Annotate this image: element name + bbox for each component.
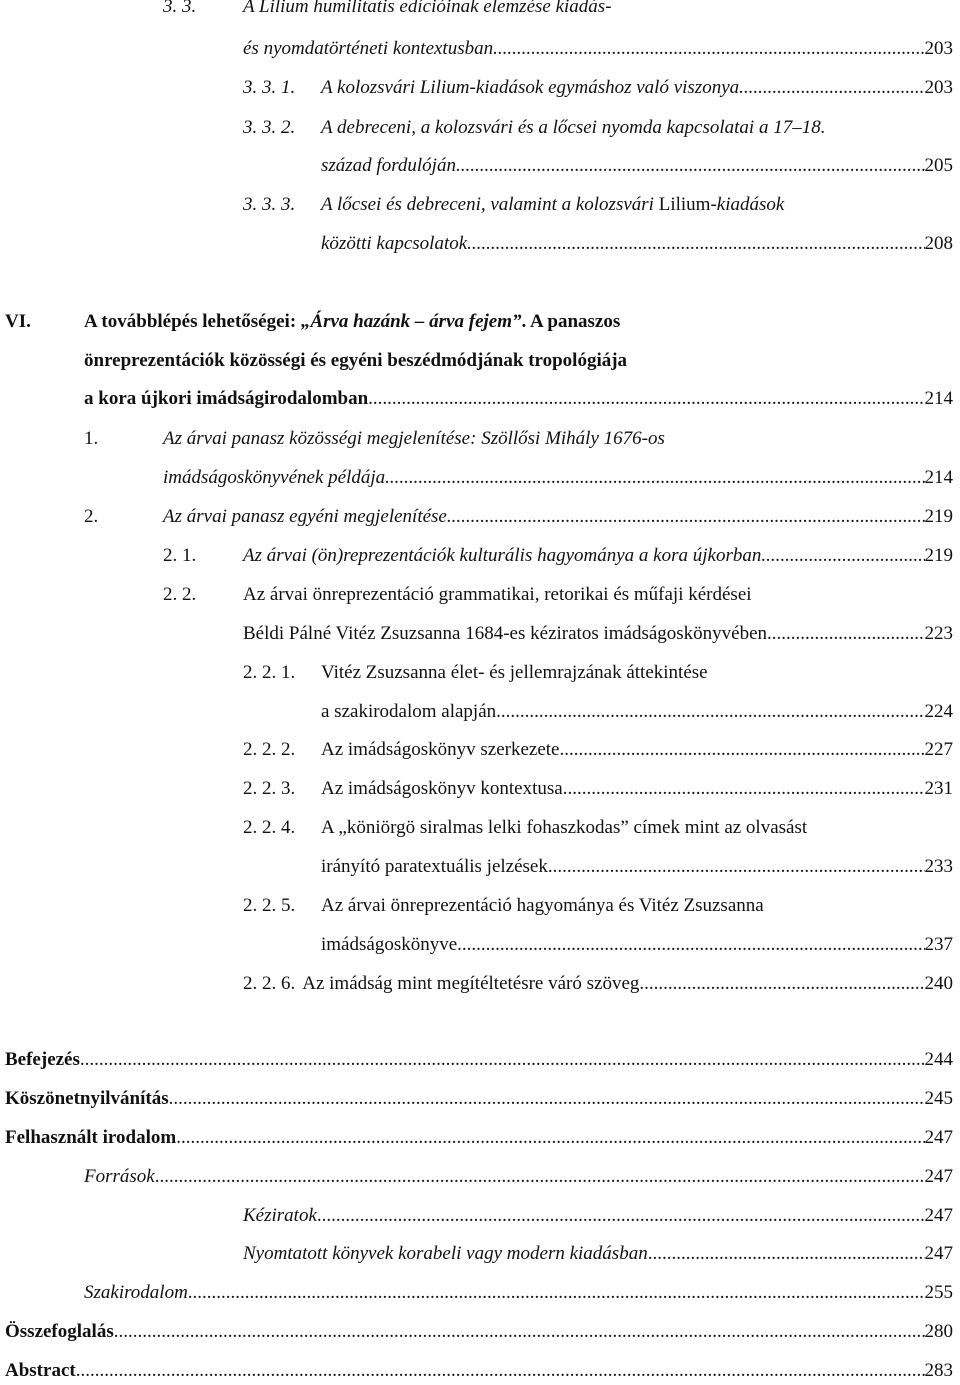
toc-entry[interactable] <box>5 1357 953 1385</box>
toc-page-number: 240 <box>924 973 953 994</box>
toc-entry-title: Kéziratok <box>243 1205 317 1226</box>
toc-entry[interactable] <box>163 503 953 531</box>
dot-leader <box>493 35 924 63</box>
toc-entry[interactable] <box>5 1318 953 1346</box>
toc-number: 2. 2. 6. <box>243 973 296 994</box>
toc-entry-title: Források <box>84 1166 155 1187</box>
toc-entry-title: Az imádság mint megítéltetésre váró szöveg <box>302 973 640 994</box>
toc-number: 2. 2. 4. <box>243 817 296 838</box>
toc-page-number: 245 <box>924 1088 953 1109</box>
toc-entry-title: Az árvai önreprezentáció grammatikai, retorikai és műfaji kérdései <box>243 584 752 605</box>
dot-leader <box>739 74 924 102</box>
toc-page-number: 244 <box>924 1049 953 1070</box>
toc-title-part: A lőcsei és debreceni, valamint a kolozsvári <box>321 194 659 215</box>
toc-entry-title: Az árvai (ön)reprezentációk kulturális hagyománya a kora újkorban <box>243 545 762 566</box>
toc-entry-title: Összefoglalás <box>5 1321 114 1342</box>
dot-leader <box>317 1202 925 1230</box>
dot-leader <box>80 1046 925 1074</box>
toc-entry-title: A „köniörgö siralmas lelki fohaszkodas” címek mint az olvasást <box>321 817 808 838</box>
toc-entry-title: imádságoskönyve <box>321 934 458 955</box>
dot-leader <box>176 1124 924 1152</box>
toc-page-number: 203 <box>924 38 953 59</box>
dot-leader <box>563 775 925 803</box>
toc-entry-title: Vitéz Zsuzsanna élet- és jellemrajzának áttekintése <box>321 662 708 683</box>
toc-page-number: 237 <box>924 934 953 955</box>
toc-entry-title: Az árvai önreprezentáció hagyománya és Vitéz Zsuzsanna <box>321 895 764 916</box>
toc-entry-title: Béldi Pálné Vitéz Zsuzsanna 1684-es kéziratos imádságoskönyvében <box>243 623 768 644</box>
toc-number: 2. <box>84 506 99 527</box>
toc-entry-title: imádságoskönyvének példája <box>163 467 386 488</box>
toc-number: 2. 2. 5. <box>243 895 296 916</box>
toc-page-number: 247 <box>924 1166 953 1187</box>
toc-entry-title: Abstract <box>5 1360 76 1381</box>
toc-entry[interactable] <box>163 464 953 492</box>
toc-entry-title: Szakirodalom <box>84 1282 188 1303</box>
toc-entry-title <box>84 308 620 336</box>
toc-entry[interactable] <box>321 152 953 180</box>
dot-leader <box>767 620 924 648</box>
toc-title-part: -kiadások <box>710 194 785 215</box>
toc-page-number: 247 <box>924 1205 953 1226</box>
dot-leader <box>559 736 924 764</box>
toc-entry-title: Nyomtatott könyvek korabeli vagy modern kiadásban <box>243 1243 648 1264</box>
toc-entry-title: A Lilium humilitatis edícióinak elemzése kiadás- <box>243 0 612 17</box>
toc-entry-title: Az imádságoskönyv szerkezete <box>321 739 560 760</box>
toc-number: 3. 3. 3. <box>243 194 296 215</box>
toc-entry[interactable] <box>243 620 953 648</box>
toc-entry-title: közötti kapcsolatok <box>321 233 468 254</box>
toc-entry-title: A kolozsvári Lilium-kiadások egymáshoz való viszonya <box>321 77 740 98</box>
toc-entry-title: A debreceni, a kolozsvári és a lőcsei nyomda kapcsolatai a 17–18. <box>321 117 826 138</box>
toc-page-number: 219 <box>924 545 953 566</box>
toc-number: VI. <box>5 311 31 332</box>
toc-entry[interactable] <box>321 775 953 803</box>
toc-entry-title: Az imádságoskönyv kontextusa <box>321 778 563 799</box>
toc-page-number: 247 <box>924 1127 953 1148</box>
toc-number: 3. 3. <box>163 0 197 17</box>
dot-leader <box>467 230 924 258</box>
toc-number: 2. 2. 1. <box>243 662 296 683</box>
dot-leader <box>368 385 924 413</box>
toc-page-number: 231 <box>924 778 953 799</box>
toc-number: 3. 3. 2. <box>243 117 296 138</box>
toc-page-number: 214 <box>924 467 953 488</box>
dot-leader <box>648 1240 925 1268</box>
toc-entry-title: Befejezés <box>5 1049 80 1070</box>
toc-page-number: 224 <box>924 701 953 722</box>
toc-entry[interactable] <box>321 698 953 726</box>
toc-entry[interactable] <box>243 1240 953 1268</box>
toc-page-number: 247 <box>924 1243 953 1264</box>
toc-page-number: 219 <box>924 506 953 527</box>
toc-number: 2. 2. 2. <box>243 739 296 760</box>
toc-entry[interactable] <box>243 35 953 63</box>
toc-entry[interactable] <box>5 1046 953 1074</box>
toc-entry-title: Köszönetnyilvánítás <box>5 1088 169 1109</box>
toc-number: 2. 2. <box>163 584 197 605</box>
toc-entry-title: a kora újkori imádságirodalomban <box>84 388 369 409</box>
toc-page-number: 208 <box>924 233 953 254</box>
toc-entry-title: és nyomdatörténeti kontextusban <box>243 38 494 59</box>
toc-page-number: 205 <box>924 155 953 176</box>
toc-entry-title: Felhasznált irodalom <box>5 1127 177 1148</box>
toc-page-number: 214 <box>924 388 953 409</box>
toc-entry-title: Az árvai panasz egyéni megjelenítése <box>163 506 447 527</box>
toc-entry[interactable] <box>84 1279 953 1307</box>
toc-entry-title: önreprezentációk közösségi és egyéni beszédmódjának tropológiája <box>84 350 628 371</box>
dot-leader <box>385 464 924 492</box>
toc-page-number: 227 <box>924 739 953 760</box>
toc-entry-title: a szakirodalom alapján <box>321 701 497 722</box>
dot-leader <box>639 970 924 998</box>
toc-page-number: 255 <box>924 1282 953 1303</box>
toc-entry-title: Az árvai panasz közösségi megjelenítése: Szöllősi Mihály 1676-os <box>163 428 665 449</box>
toc-title-part: Lilium <box>658 194 711 215</box>
toc-entry[interactable] <box>321 931 953 959</box>
toc-entry[interactable] <box>321 736 953 764</box>
toc-page-number: 203 <box>924 77 953 98</box>
dot-leader <box>169 1085 925 1113</box>
toc-entry[interactable] <box>5 1085 953 1113</box>
toc-entry[interactable] <box>84 385 953 413</box>
toc-number: 3. 3. 1. <box>243 77 296 98</box>
toc-entry[interactable] <box>321 853 953 881</box>
dot-leader <box>761 542 924 570</box>
toc-page-number: 280 <box>924 1321 953 1342</box>
toc-entry[interactable] <box>321 230 953 258</box>
dot-leader <box>114 1318 925 1346</box>
toc-entry[interactable] <box>5 1124 953 1152</box>
toc-number: 2. 1. <box>163 545 197 566</box>
dot-leader <box>155 1163 925 1191</box>
toc-page-number: 223 <box>924 623 953 644</box>
dot-leader <box>188 1279 925 1307</box>
dot-leader <box>496 698 924 726</box>
toc-entry-title: század fordulóján <box>321 155 456 176</box>
toc-title-part: „Árva hazánk – árva fejem” <box>300 311 522 332</box>
toc-number: 1. <box>84 428 99 449</box>
toc-number: 2. 2. 3. <box>243 778 296 799</box>
toc-entry[interactable] <box>243 542 953 570</box>
toc-entry[interactable] <box>321 74 953 102</box>
toc-entry[interactable] <box>84 1163 953 1191</box>
toc-entry[interactable] <box>243 1202 953 1230</box>
toc-entry-title <box>321 191 784 219</box>
toc-page-number: 233 <box>924 856 953 877</box>
dot-leader <box>456 152 925 180</box>
dot-leader <box>76 1357 925 1385</box>
dot-leader <box>548 853 925 881</box>
dot-leader <box>447 503 925 531</box>
dot-leader <box>457 931 924 959</box>
toc-title-part: A továbblépés lehetőségei: <box>84 311 301 332</box>
toc-page-number: 283 <box>924 1360 953 1381</box>
toc-entry-title: irányító paratextuális jelzések <box>321 856 548 877</box>
toc-title-part: . A panaszos <box>521 311 621 332</box>
toc-entry[interactable] <box>243 970 953 998</box>
